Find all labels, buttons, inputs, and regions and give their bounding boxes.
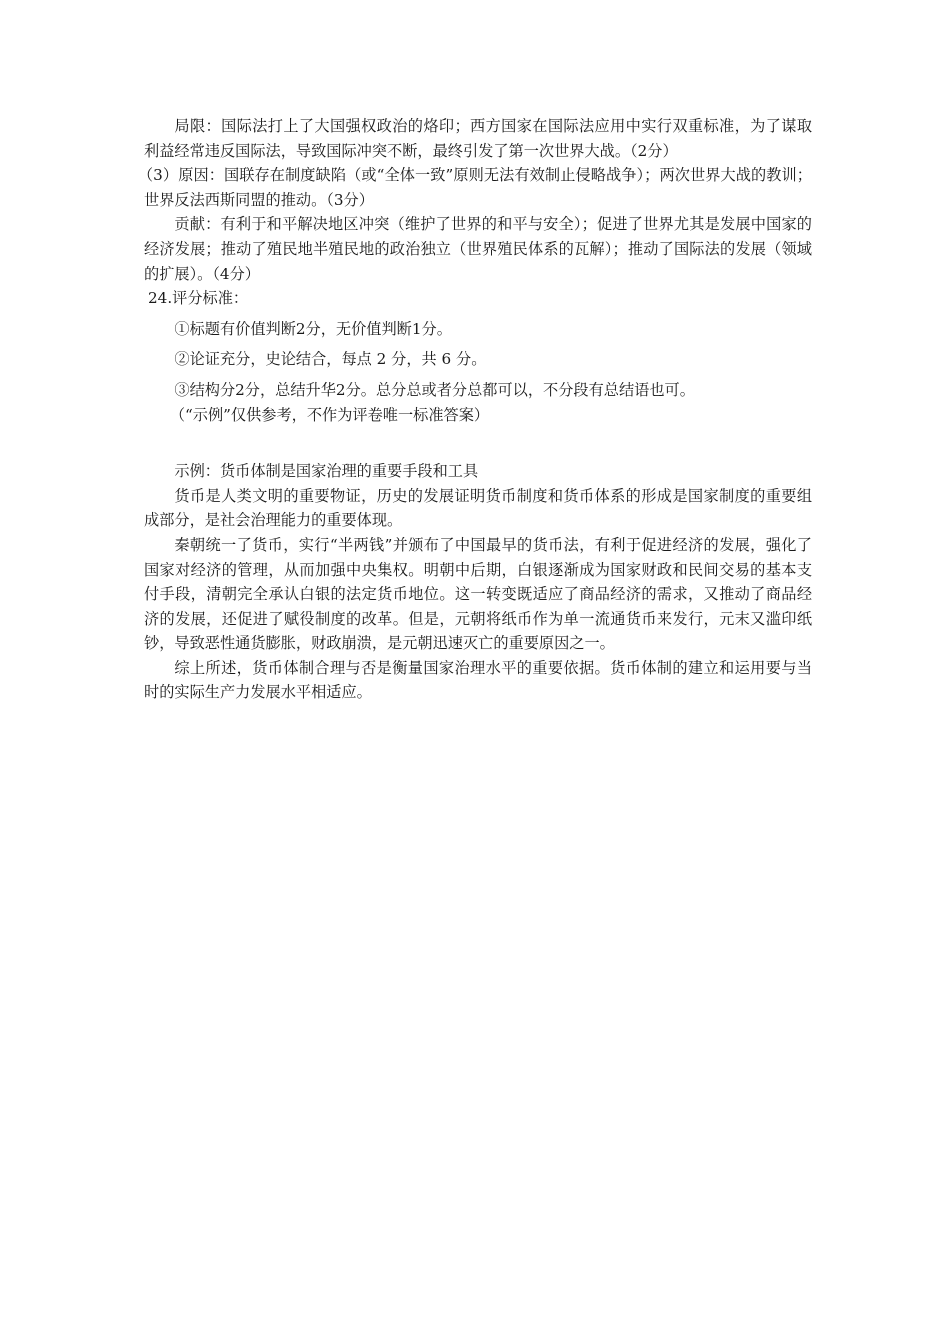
question-24-heading: 24.评分标准： — [148, 289, 249, 308]
scoring-rule-3: ③结构分2分，总结升华2分。总分总或者分总都可以，不分段有总结语也可。 — [174, 380, 695, 399]
scoring-rule-2: ②论证充分，史论结合，每点 2 分，共 6 分。 — [174, 350, 487, 369]
limitation-paragraph: 局限：国际法打上了大国强权政治的烙印；西方国家在国际法应用中实行双重标准，为了谋取利益经常违反国际法，导致国际冲突不断，最终引发了第一次世界大战。（2分） — [144, 117, 812, 160]
example-title: 示例：货币体制是国家治理的重要手段和工具 — [174, 462, 479, 481]
example-paragraph-2: 秦朝统一了货币，实行“半两钱”并颁布了中国最早的货币法，有利于促进经济的发展，强化了国家对经济的管理，从而加强中央集权。明朝中后期，白银逐渐成为国家财政和民间交易的基本支付手段，清朝完全承认白银的法定货币地位。这一转变既适应了商品经济的需求，又推动了商品经济的发展，还促进了赋役制度的改革。但是，元朝将纸币作为单一流通货币来发行，元末又滥印纸钞，导致恶性通货膨胀，财政崩溃，是元朝迅速灭亡的重要原因之一。 — [144, 535, 812, 653]
spacer — [144, 427, 812, 459]
contribution-paragraph: 贡献：有利于和平解决地区冲突（维护了世界的和平与安全）；促进了世界尤其是发展中国家的经济发展；推动了殖民地半殖民地的政治独立（世界殖民体系的瓦解）；推动了国际法的发展（领域的扩展）。（4分） — [144, 215, 812, 283]
document-page — [137, 114, 812, 705]
example-paragraph-1: 货币是人类文明的重要物证，历史的发展证明货币制度和货币体系的形成是国家制度的重要组成部分，是社会治理能力的重要体现。 — [144, 486, 812, 530]
scoring-rule-1: ①标题有价值判断2分，无价值判断1分。 — [174, 319, 452, 338]
example-note: （“示例”仅供参考，不作为评卷唯一标准答案） — [169, 405, 490, 424]
example-paragraph-3: 综上所述，货币体制合理与否是衡量国家治理水平的重要依据。货币体制的建立和运用要与当时的实际生产力发展水平相适应。 — [144, 658, 812, 702]
part3-reason-paragraph: （3）原因：国联存在制度缺陷（或“全体一致”原则无法有效制止侵略战争）；两次世界大战的教训；世界反法西斯同盟的推动。（3分） — [137, 166, 812, 209]
